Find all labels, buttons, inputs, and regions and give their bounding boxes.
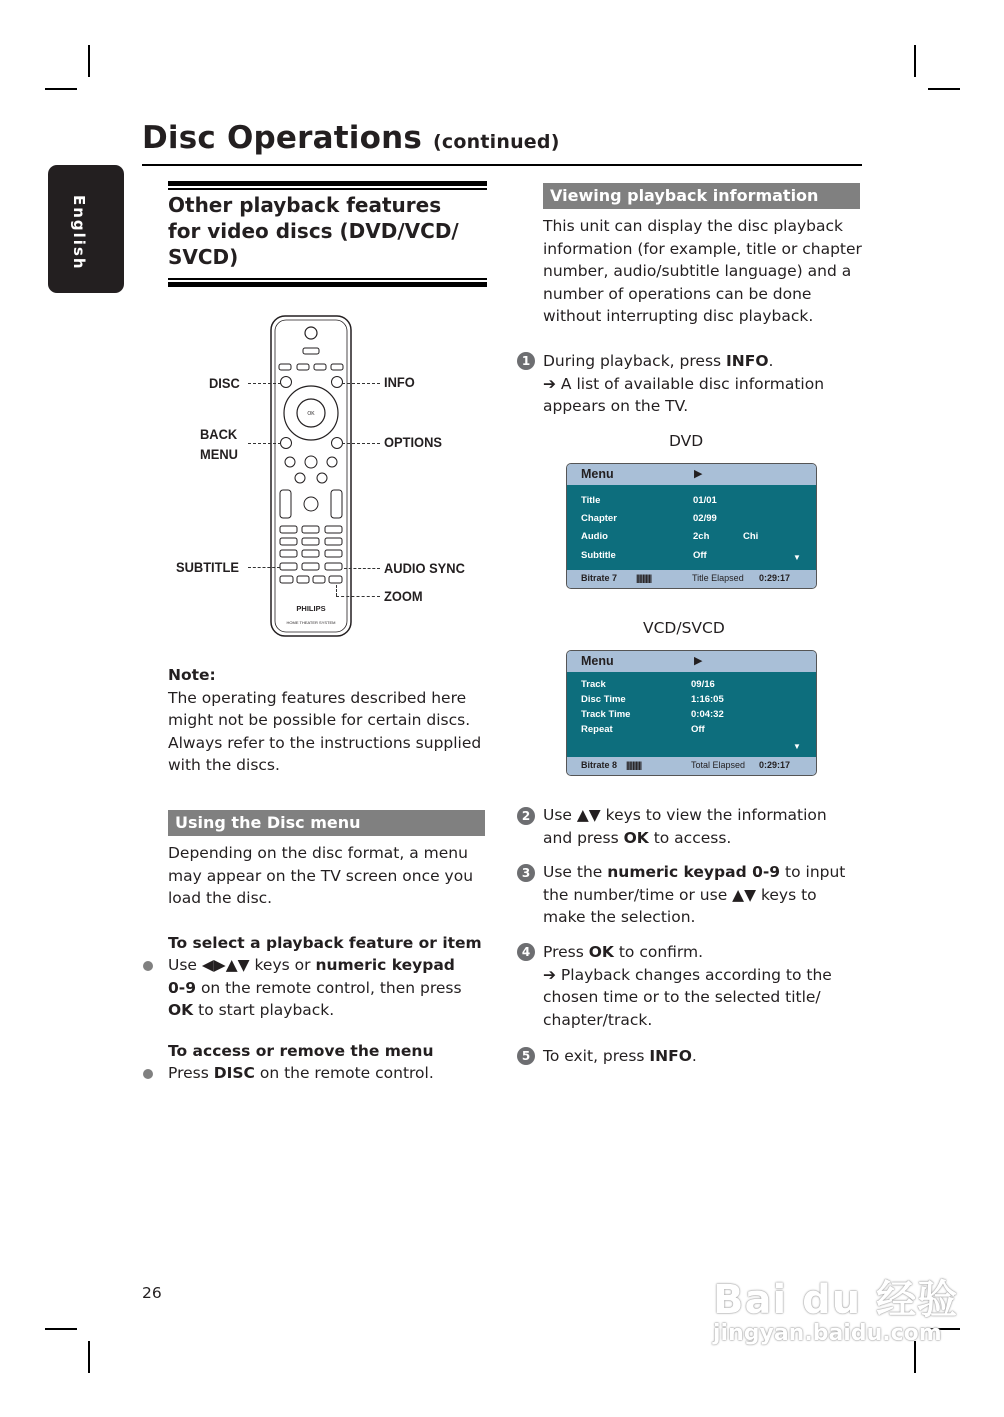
result-arrow-icon: ➔: [543, 965, 556, 984]
osd-row-value: 1:16:05: [691, 694, 724, 705]
osd-elapsed-label: Title Elapsed: [692, 573, 744, 583]
scroll-down-icon: ▼: [793, 742, 801, 751]
callout-leader: [248, 443, 281, 444]
scroll-down-icon: ▼: [793, 553, 801, 562]
watermark-brand: Bai du 经验: [713, 1277, 959, 1323]
section-title-line: SVCD): [168, 245, 239, 269]
note-line: Always refer to the instructions supplied: [168, 733, 482, 752]
osd-menu-label: Menu: [581, 654, 614, 668]
step-5-text: To exit, press INFO.: [543, 1047, 697, 1065]
intro-line: without interrupting disc playback.: [543, 307, 814, 325]
play-icon: ▶: [694, 468, 703, 480]
note-line: might not be possible for certain discs.: [168, 711, 471, 729]
callout-leader: [336, 596, 380, 597]
section-rule-bottom: [168, 278, 487, 287]
osd-row-value: 02/99: [693, 513, 717, 524]
vcd-label: VCD/SVCD: [643, 619, 725, 637]
dvd-info-screen: [566, 463, 817, 589]
osd-elapsed-value: 0:29:17: [759, 760, 791, 770]
remote-control-illustration: [270, 315, 352, 637]
disc-menu-intro: [168, 842, 498, 910]
callout-options: OPTIONS: [384, 434, 442, 450]
intro-line: number of operations can be done: [543, 284, 812, 303]
watermark: [713, 1268, 958, 1346]
callout-leader: [342, 383, 380, 384]
step-number-icon: 1: [517, 352, 535, 370]
osd-row-label: Repeat: [581, 724, 613, 735]
osd-row-value: 09/16: [691, 679, 715, 690]
osd-row-value: 2ch: [693, 531, 710, 542]
callout-leader: [344, 568, 380, 569]
intro-line: number, audio/subtitle language) and a: [543, 262, 852, 280]
crop-mark: [45, 88, 77, 90]
osd-row-value: 01/01: [693, 495, 717, 506]
callout-subtitle: SUBTITLE: [176, 559, 239, 575]
svg-text:PHILIPS: PHILIPS: [296, 604, 326, 613]
page-number: 26: [142, 1284, 162, 1302]
bullet-icon: [143, 961, 153, 971]
section-title-line: for video discs (DVD/VCD/: [168, 219, 459, 243]
step-number-icon: 3: [517, 864, 535, 882]
intro-line: This unit can display the disc playback: [543, 217, 843, 235]
section-rule-top: [168, 181, 487, 190]
svg-text:HOME THEATER SYSTEM: HOME THEATER SYSTEM: [286, 620, 336, 625]
callout-back-menu-2: MENU: [200, 446, 238, 462]
svg-text:OK: OK: [307, 411, 315, 417]
section-title: [168, 192, 488, 270]
title-divider: [142, 164, 862, 166]
osd-row-value: Off: [693, 550, 707, 561]
up-down-keys-icon: ▲▼: [576, 806, 601, 824]
watermark-url: jingyan.baidu.com: [713, 1321, 942, 1346]
nav-keys-icon: ◀▶▲▼: [201, 956, 250, 974]
callout-back-menu-1: BACK: [200, 426, 238, 442]
intro-line: Depending on the disc format, a menu: [168, 844, 468, 862]
osd-row-label: Chapter: [581, 513, 617, 524]
play-icon: ▶: [694, 655, 703, 667]
crop-mark: [88, 45, 90, 77]
intro-line: information (for example, title or chapter: [543, 239, 862, 258]
bullet-icon: [143, 1069, 153, 1079]
crop-mark: [45, 1328, 77, 1330]
language-tab-label: English: [70, 195, 88, 271]
osd-row-label: Track: [581, 679, 606, 690]
osd-row-label: Subtitle: [581, 550, 616, 561]
callout-disc: DISC: [209, 375, 240, 391]
osd-row-label: Track Time: [581, 709, 631, 720]
note-line: The operating features described here: [168, 688, 467, 707]
osd-row-value: 0:04:32: [691, 709, 724, 720]
language-tab: [48, 165, 124, 293]
dvd-label: DVD: [669, 432, 704, 450]
callout-leader: [342, 443, 380, 444]
playback-info-intro: [543, 215, 873, 328]
callout-zoom: ZOOM: [384, 588, 423, 604]
osd-menu-label: Menu: [581, 467, 614, 481]
osd-bitrate: Bitrate 8: [581, 760, 618, 770]
step-number-icon: 4: [517, 943, 535, 961]
callout-leader: [336, 585, 337, 596]
remote-control-icon: [270, 315, 352, 637]
step-2-text: Use ▲▼ keys to view the information and press OK to access.: [543, 806, 827, 847]
osd-row-label: Audio: [581, 531, 608, 542]
page-title-suffix: (continued): [433, 131, 560, 153]
step-number-icon: 5: [517, 1047, 535, 1065]
crop-mark: [88, 1341, 90, 1373]
osd-elapsed-value: 0:29:17: [759, 573, 791, 583]
select-feature-text: Use ◀▶▲▼ keys or numeric keypad 0-9 on the remote control, then press OK to start playback.: [168, 956, 462, 1019]
select-feature-heading: To select a playback feature or item: [168, 934, 482, 952]
callout-audio-sync: AUDIO SYNC: [384, 560, 465, 576]
crop-mark: [928, 88, 960, 90]
step-1-text: During playback, press INFO. ➔ A list of available disc information appears on the TV.: [543, 352, 825, 415]
page-title: [142, 120, 560, 156]
access-menu-text: Press DISC on the remote control.: [168, 1064, 434, 1082]
callout-leader: [248, 567, 280, 568]
step-3-text: Use the numeric keypad 0-9 to input the number/time or use ▲▼ keys to make the selection.: [543, 863, 846, 926]
vcd-info-screen: [566, 650, 817, 776]
osd-row-label: Title: [581, 495, 601, 506]
osd-row-extra: Chi: [743, 531, 759, 542]
bitrate-bars: ||||||||||: [636, 573, 652, 583]
intro-line: load the disc.: [168, 889, 273, 907]
bitrate-bars: ||||||||||: [626, 760, 642, 770]
callout-leader: [248, 383, 281, 384]
step-4-text: Press OK to confirm. ➔ Playback changes according to the chosen time or to the selected title/ chapter/track.: [543, 943, 832, 1029]
osd-row-label: Disc Time: [581, 694, 626, 705]
result-arrow-icon: ➔: [543, 374, 556, 393]
callout-info: INFO: [384, 374, 415, 390]
playback-info-heading: Viewing playback information: [543, 183, 860, 209]
note-heading: Note:: [168, 666, 216, 684]
note-block: [168, 664, 498, 777]
osd-row-value: Off: [691, 724, 705, 735]
intro-line: may appear on the TV screen once you: [168, 866, 474, 885]
up-down-keys-icon: ▲▼: [732, 885, 757, 904]
page-title-text: Disc Operations: [142, 120, 423, 156]
disc-menu-heading: Using the Disc menu: [168, 810, 485, 836]
section-title-line: Other playback features: [168, 193, 442, 217]
crop-mark: [914, 45, 916, 77]
step-number-icon: 2: [517, 807, 535, 825]
note-line: with the discs.: [168, 756, 280, 774]
osd-elapsed-label: Total Elapsed: [691, 760, 746, 770]
osd-bitrate: Bitrate 7: [581, 573, 618, 583]
access-menu-heading: To access or remove the menu: [168, 1042, 434, 1060]
